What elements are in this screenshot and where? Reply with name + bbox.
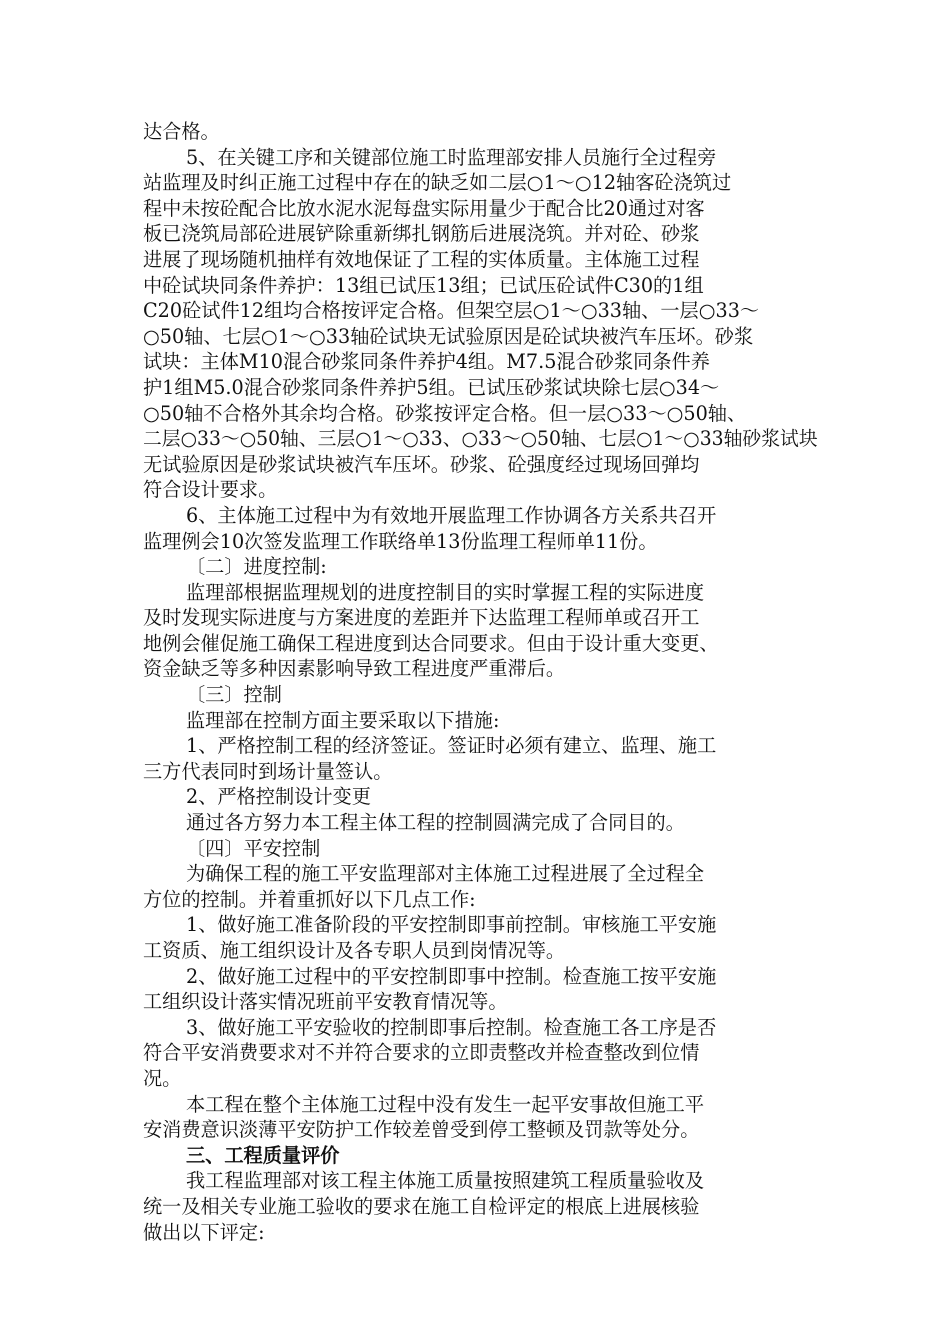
text-line: ○50轴不合格外其余均合格。砂浆按评定合格。但一层○33～○50轴、 (143, 401, 747, 425)
text-line: 做出以下评定: (143, 1220, 265, 1244)
text-line: 1、严格控制工程的经济签证。签证时必须有建立、监理、施工 (186, 734, 717, 758)
paragraph (143, 1168, 818, 1245)
text-line: 监理部在控制方面主要采取以下措施: (186, 708, 500, 732)
text-line: 我工程监理部对该工程主体施工质量按照建筑工程质量验收及 (186, 1169, 705, 1193)
text-line: 〔二〕进度控制: (186, 555, 327, 579)
paragraph (143, 912, 818, 963)
text-line: 无试验原因是砂浆试块被汽车压坏。砂浆、砼强度经过现场回弹均 (143, 452, 700, 476)
paragraph (143, 554, 818, 580)
paragraph (143, 861, 818, 912)
paragraph (143, 708, 818, 734)
text-line: 板已浇筑局部砼进展铲除重新绑扎钢筋后进展浇筑。并对砼、砂浆 (143, 222, 700, 246)
text-line: 通过各方努力本工程主体工程的控制圆满完成了合同目的。 (186, 811, 685, 835)
paragraph (143, 964, 818, 1015)
paragraph (143, 836, 818, 862)
section-heading (143, 1143, 818, 1169)
text-line: 符合平安消费要求对不并符合要求的立即责整改并检查整改到位情 (143, 1041, 700, 1065)
text-line: 程中未按砼配合比放水泥水泥每盘实际用量少于配合比20通过对客 (143, 196, 705, 220)
text-line: 本工程在整个主体施工过程中没有发生一起平安事故但施工平 (186, 1092, 705, 1116)
text-line: 三方代表同时到场计量签认。 (143, 759, 393, 783)
text-line: 1、做好施工准备阶段的平安控制即事前控制。审核施工平安施 (186, 913, 717, 937)
paragraph (143, 733, 818, 784)
text-line: 工组织设计落实情况班前平安教育情况等。 (143, 990, 508, 1014)
text-line: 〔四〕平安控制 (186, 836, 321, 860)
text-line: 资金缺乏等多种因素影响导致工程进度严重滞后。 (143, 657, 566, 681)
text-line: 2、做好施工过程中的平安控制即事中控制。检查施工按平安施 (186, 964, 717, 988)
text-line: 站监理及时纠正施工过程中存在的缺乏如二层○1～○12轴客砼浇筑过 (143, 171, 732, 195)
text-line: 为确保工程的施工平安监理部对主体施工过程进展了全过程全 (186, 862, 705, 886)
text-line: 安消费意识淡薄平安防护工作较差曾受到停工整顿及罚款等处分。 (143, 1118, 700, 1142)
text-line: 试块：主体M10混合砂浆同条件养护4组。M7.5混合砂浆同条件养 (143, 350, 710, 374)
text-line: 〔三〕控制 (186, 683, 282, 707)
text-line: 5、在关键工序和关键部位施工时监理部安排人员施行全过程旁 (186, 145, 717, 169)
text-line: 达合格。 (143, 120, 220, 143)
paragraph (143, 1092, 818, 1143)
text-line: 工资质、施工组织设计及各专职人员到岗情况等。 (143, 939, 566, 962)
paragraph (143, 810, 818, 836)
text-line: ○50轴、七层○1～○33轴砼试块无试验原因是砼试块被汽车压坏。砂浆 (143, 324, 754, 348)
text-line: 护1组M5.0混合砂浆同条件养护5组。已试压砂浆试块除七层○34～ (143, 375, 720, 399)
document-body (143, 119, 818, 1245)
text-line: 地例会催促施工确保工程进度到达合同要求。但由于设计重大变更、 (143, 631, 719, 655)
text-line: 6、主体施工过程中为有效地开展监理工作协调各方关系共召开 (186, 503, 717, 527)
text-line: 三、工程质量评价 (186, 1143, 340, 1167)
text-line: 符合设计要求。 (143, 478, 278, 502)
text-line: 二层○33～○50轴、三层○1～○33、○33～○50轴、七层○1～○33轴砂浆试块 (143, 427, 818, 451)
text-line: 况。 (143, 1066, 182, 1090)
text-line: 监理例会10次签发监理工作联络单13份监理工程师单11份。 (143, 529, 658, 553)
text-line: 进展了现场随机抽样有效地保证了工程的实体质量。主体施工过程 (143, 247, 700, 271)
paragraph (143, 784, 818, 810)
paragraph (143, 145, 818, 503)
text-line: 统一及相关专业施工验收的要求在施工自检评定的根底上进展核验 (143, 1194, 700, 1218)
text-line: 2、严格控制设计变更 (186, 785, 371, 809)
text-line: 中砼试块同条件养护：13组已试压13组；已试压砼试件C30的1组 (143, 273, 704, 297)
text-line: 监理部根据监理规划的进度控制目的实时掌握工程的实际进度 (186, 580, 705, 604)
paragraph (143, 580, 818, 682)
paragraph (143, 682, 818, 708)
paragraph (143, 1015, 818, 1092)
text-line: 方位的控制。并着重抓好以下几点工作: (143, 887, 476, 911)
paragraph (143, 119, 818, 145)
paragraph (143, 503, 818, 554)
text-line: C20砼试件12组均合格按评定合格。但架空层○1～○33轴、一层○33～ (143, 299, 760, 323)
text-line: 及时发现实际进度与方案进度的差距并下达监理工程师单或召开工 (143, 606, 700, 630)
text-line: 3、做好施工平安验收的控制即事后控制。检查施工各工序是否 (186, 1015, 717, 1039)
